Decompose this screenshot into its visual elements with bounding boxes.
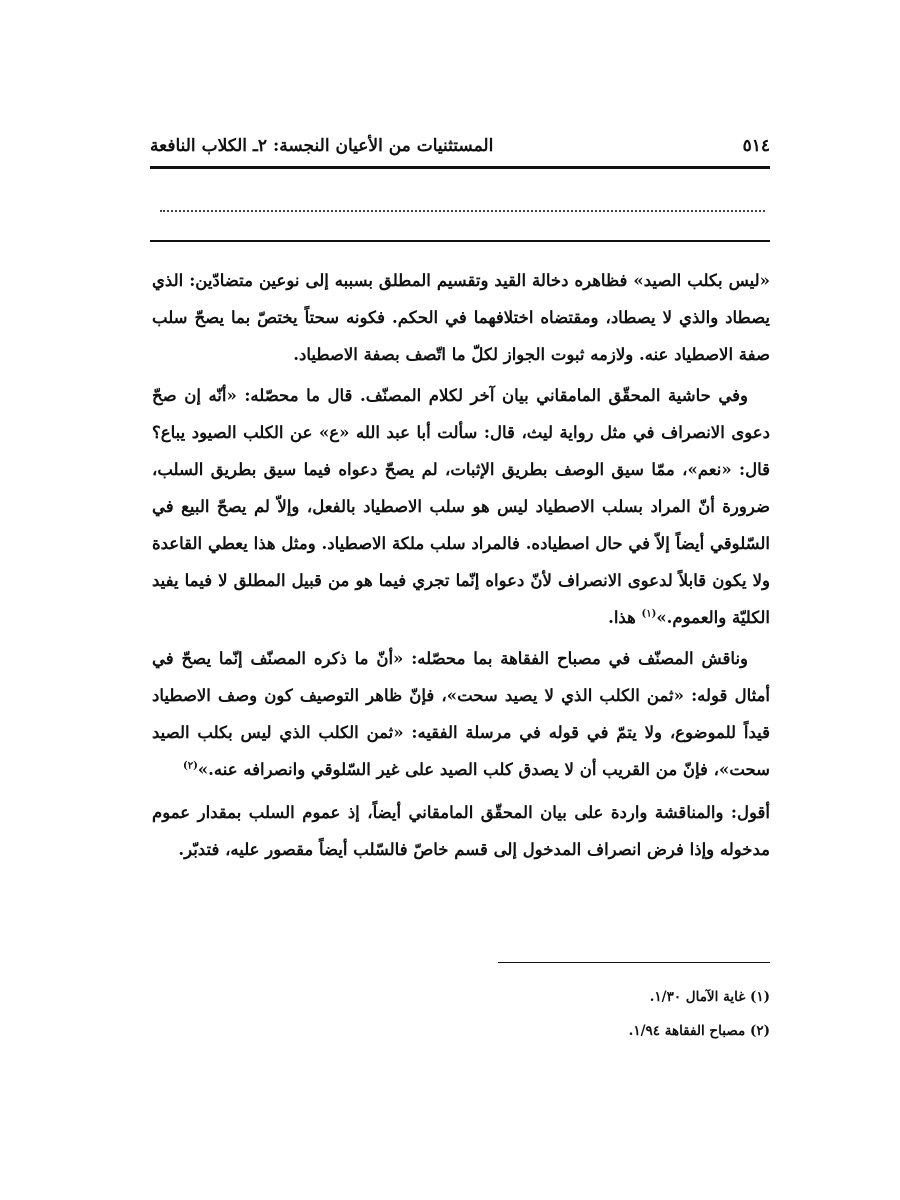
- paragraph-2-tail: هذا.: [608, 608, 642, 627]
- footnote-ref-1[interactable]: (١): [641, 608, 657, 620]
- footnotes: [152, 980, 770, 1048]
- header-rule: [150, 166, 770, 169]
- main-text: [152, 262, 770, 872]
- paragraph-2-text: وفي حاشية المحقّق المامقاني بيان آخر لكلام المصنّف. قال ما محصّله: «أنّه إن صحّ دعوى الانصراف في مثل رواية ليث، قال: سألت أبا عبد الله «ع» عن الكلب الصيود يباع؟ قال: «نعم»، ممّا سيق الوصف بطريق الإثبات، لم يصحّ دعواه فيما سيق بطريق السلب، ضرورة أنّ المراد بسلب الاصطياد ليس هو سلب الاصطياد بالفعل، وإلاّ لم يصحّ البيع في السّلوقي أيضاً إلاّ في حال اصطياده. فالمراد سلب ملكة الاصطياد. ومثل هذا يعطي القاعدة ولا يكون قابلاً لدعوى الانصراف لأنّ دعواه إنّما تجري فيما هو من قبيل المطلق لا فيما يفيد الكليّة والعموم.»: [152, 386, 770, 627]
- paragraph-3: [152, 640, 770, 788]
- paragraph-2: [152, 377, 770, 636]
- running-title: المستثنيات من الأعيان النجسة: ٢ـ الكلاب النافعة: [150, 136, 494, 156]
- section-rule: [150, 240, 770, 242]
- paragraph-3-text: وناقش المصنّف في مصباح الفقاهة بما محصّله: «أنّ ما ذكره المصنّف إنّما يصحّ في أمثال قوله: «ثمن الكلب الذي لا يصيد سحت»، فإنّ ظاهر التوصيف كون وصف الاصطياد قيداً للموضوع، ولا يتمّ في قوله في مرسلة الفقيه: «ثمن الكلب الذي ليس بكلب الصيد سحت»، فإنّ من القريب أن لا يصدق كلب الصيد على غير السّلوقي وانصرافه عنه.»: [152, 649, 770, 779]
- footnote-rule: [498, 962, 770, 963]
- page-number: ٥١٤: [742, 136, 770, 156]
- running-header: [150, 130, 770, 162]
- paragraph-1: «ليس بكلب الصيد» فظاهره دخالة القيد وتقسيم المطلق بسببه إلى نوعين متضادّين: الذي يصطاد والذي لا يصطاد، ومقتضاه اختلافهما في الحكم. فكونه سحتاً يختصّ بما يصحّ سلب صفة الاصطياد عنه. ولازمه ثبوت الجواز لكلّ ما اتّصف بصفة الاصطياد.: [152, 271, 770, 364]
- footnote-2: (٢) مصباح الفقاهة ١/٩٤.: [628, 1023, 770, 1039]
- footnote-ref-2[interactable]: (٢): [182, 760, 198, 772]
- dotted-separator: [160, 196, 765, 212]
- footnote-1: (١) غاية الآمال ١/٣٠.: [649, 989, 770, 1005]
- paragraph-4: أقول: والمناقشة واردة على بيان المحقّق المامقاني أيضاً، إذ عموم السلب بمقدار عموم مدخوله وإذا فرض انصراف المدخول إلى قسم خاصّ فالسّلب أيضاً مقصور عليه، فتدبّر.: [152, 803, 770, 859]
